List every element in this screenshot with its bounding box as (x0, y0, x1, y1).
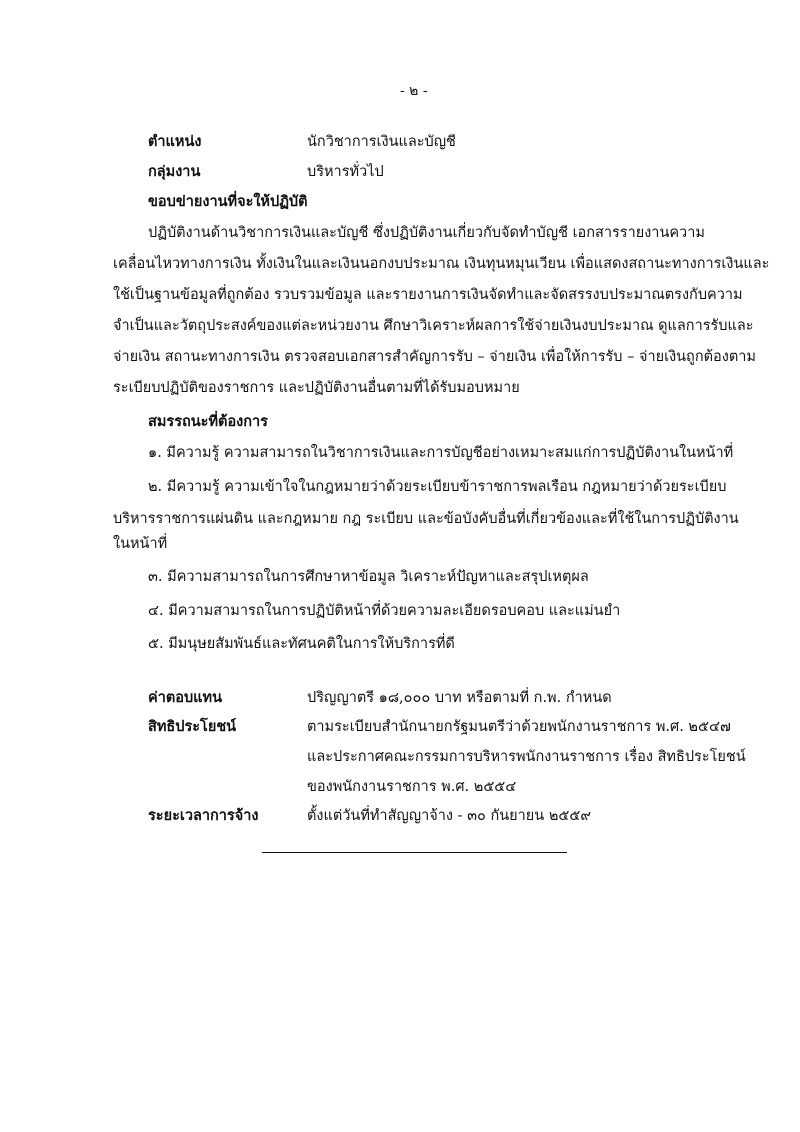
compensation-value: ปริญญาตรี ๑๘,๐๐๐ บาท หรือตามที่ ก.พ. กำหนด (307, 690, 612, 706)
competency-item-2-line: ๒. มีความรู้ ความเข้าใจในกฎหมายว่าด้วยระเบียบข้าราชการพลเรือน กฎหมายว่าด้วยระเบียบ (148, 479, 727, 495)
position-value: นักวิชาการเงินและบัญชี (307, 134, 456, 150)
scope-line: จำเป็นและวัตถุประสงค์ของแต่ละหน่วยงาน ศึกษาวิเคราะห์ผลการใช้จ่ายเงินงบประมาณ ดูแลการรับและ (113, 318, 754, 334)
duration-label: ระยะเวลาการจ้าง (148, 807, 259, 824)
competency-item-5: ๕. มีมนุษยสัมพันธ์และทัศนคติในการให้บริการที่ดี (148, 636, 455, 652)
group-value: บริหารทั่วไป (307, 164, 384, 180)
scope-line: เคลื่อนไหวทางการเงิน ทั้งเงินในและเงินนอกงบประมาณ เงินทุนหมุนเวียน เพื่อแสดงสถานะทางการเงินและ (113, 256, 770, 272)
competency-heading: สมรรถนะที่ต้องการ (148, 413, 268, 430)
scope-line: ใช้เป็นฐานข้อมูลที่ถูกต้อง รวบรวมข้อมูล และรายงานการเงินจัดทำและจัดสรรงบประมาณตรงกับความ (113, 287, 743, 303)
benefits-line: และประกาศคณะกรรมการบริหารพนักงานราชการ เรื่อง สิทธิประโยชน์ (307, 749, 746, 765)
benefits-label: สิทธิประโยชน์ (148, 718, 237, 735)
competency-item-2-line: บริหารราชการแผ่นดิน และกฎหมาย กฎ ระเบียบ และข้อบังคับอื่นที่เกี่ยวข้องและที่ใช้ในการปฏิบัติงาน (113, 511, 739, 527)
duration-value: ตั้งแต่วันที่ทำสัญญาจ้าง - ๓๐ กันยายน ๒๕๕๙ (307, 808, 591, 824)
scope-heading: ขอบข่ายงานที่จะให้ปฏิบัติ (148, 193, 308, 210)
scope-line: ปฏิบัติงานด้านวิชาการเงินและบัญชี ซึ่งปฏิบัติงานเกี่ยวกับจัดทำบัญชี เอกสารรายงานความ (148, 225, 705, 241)
benefits-line: ของพนักงานราชการ พ.ศ. ๒๕๕๔ (307, 779, 517, 795)
compensation-label: ค่าตอบแทน (148, 689, 222, 706)
group-label: กลุ่มงาน (148, 163, 201, 180)
scope-line: ระเบียบปฏิบัติของราชการ และปฏิบัติงานอื่นตามที่ได้รับมอบหมาย (113, 380, 520, 396)
competency-item-3: ๓. มีความสามารถในการศึกษาหาข้อมูล วิเคราะห์ปัญหาและสรุปเหตุผล (148, 569, 589, 585)
benefits-line: ตามระเบียบสำนักนายกรัฐมนตรีว่าด้วยพนักงานราชการ พ.ศ. ๒๕๔๗ (307, 719, 731, 735)
position-label: ตำแหน่ง (148, 133, 202, 150)
competency-item-2-line: ในหน้าที่ (113, 536, 168, 552)
closing-divider (262, 852, 567, 853)
competency-item-4: ๔. มีความสามารถในการปฏิบัติหน้าที่ด้วยความละเอียดรอบคอบ และแม่นยำ (148, 603, 621, 619)
page-number: - ๒ - (400, 83, 428, 99)
competency-item-1: ๑. มีความรู้ ความสามารถในวิชาการเงินและการบัญชีอย่างเหมาะสมแก่การปฏิบัติงานในหน้าที่ (148, 445, 734, 461)
scope-line: จ่ายเงิน สถานะทางการเงิน ตรวจสอบเอกสารสำคัญการรับ – จ่ายเงิน เพื่อให้การรับ – จ่ายเงินถูกต้องตาม (113, 349, 756, 365)
